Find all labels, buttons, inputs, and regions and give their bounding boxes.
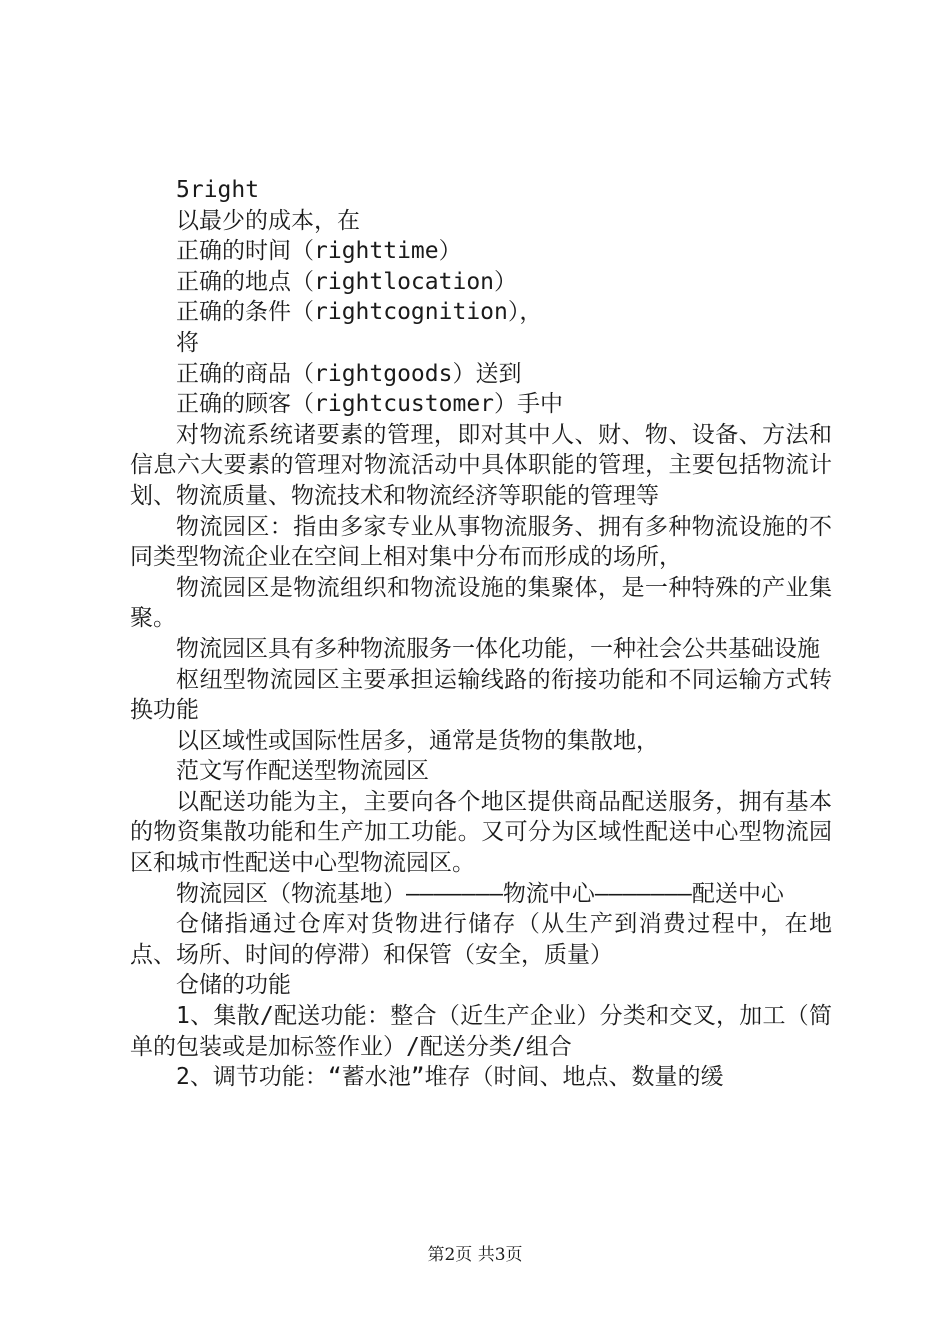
paragraph: 对物流系统诸要素的管理，即对其中人、财、物、设备、方法和信息六大要素的管理对物流活动中具体职能的管理，主要包括物流计划、物流质量、物流技术和物流经济等职能的管理等 <box>130 421 832 509</box>
paragraph: 以区域性或国际性居多，通常是货物的集散地， <box>176 727 659 754</box>
page-number-footer: 第2页 共3页 <box>427 1245 523 1265</box>
paragraph: 正确的地点（rightlocation） <box>176 268 518 295</box>
paragraph: 正确的商品（rightgoods）送到 <box>176 360 522 387</box>
paragraph: 5right <box>176 177 260 203</box>
paragraph: 2、调节功能：“蓄水池”堆存（时间、地点、数量的缓 <box>176 1064 724 1091</box>
paragraph: 1、集散/配送功能：整合（近生产企业）分类和交叉，加工（简单的包装或是加标签作业）/配送分类/组合 <box>130 1003 832 1060</box>
paragraph: 范文写作配送型物流园区 <box>176 758 429 785</box>
paragraph: 正确的条件（rightcognition）， <box>176 299 543 326</box>
paragraph: 物流园区（物流基地）———————物流中心———————配送中心 <box>176 880 784 907</box>
paragraph: 物流园区是物流组织和物流设施的集聚体，是一种特殊的产业集聚。 <box>130 574 832 632</box>
document-body <box>130 175 832 1093</box>
paragraph: 正确的时间（righttime） <box>176 238 462 265</box>
paragraph: 物流园区具有多种物流服务一体化功能，一种社会公共基础设施 <box>176 635 820 662</box>
paragraph: 物流园区：指由多家专业从事物流服务、拥有多种物流设施的不同类型物流企业在空间上相对集中分布而形成的场所， <box>130 513 832 571</box>
paragraph: 仓储的功能 <box>176 972 291 999</box>
paragraph: 以配送功能为主，主要向各个地区提供商品配送服务，拥有基本的物资集散功能和生产加工功能。又可分为区域性配送中心型物流园区和城市性配送中心型物流园区。 <box>130 788 832 877</box>
paragraph: 正确的顾客（rightcustomer）手中 <box>176 391 564 418</box>
paragraph: 仓储指通过仓库对货物进行储存（从生产到消费过程中，在地点、场所、时间的停滞）和保管（安全，质量） <box>130 911 832 968</box>
paragraph: 将 <box>176 329 199 356</box>
paragraph: 以最少的成本，在 <box>176 207 360 234</box>
paragraph: 枢纽型物流园区主要承担运输线路的衔接功能和不同运输方式转换功能 <box>130 666 832 724</box>
